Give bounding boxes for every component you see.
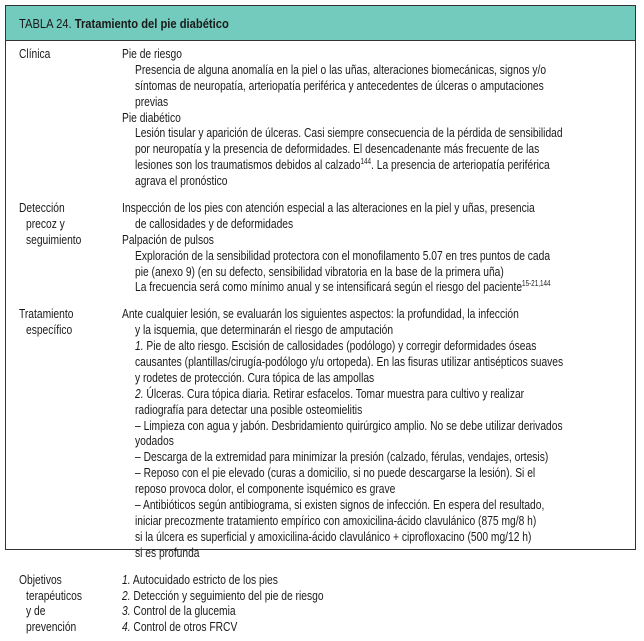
row-label-line	[19, 232, 96, 248]
text: de callosidades y de deformidades	[135, 215, 294, 231]
text: causantes (plantillas/cirugía-podólogo y/u ortopeda). En las fisuras utilizar antisépticos suaves	[135, 354, 564, 370]
row-label-line	[19, 603, 97, 619]
text: Presencia de alguna anomalía en la piel o las uñas, alteraciones biomecánicas, signos y/o	[135, 61, 547, 77]
sub-item-line	[122, 465, 635, 481]
row-label	[19, 572, 97, 636]
line-text	[135, 264, 504, 280]
text: – Descarga de la extremidad para minimizar la presión (calzado, férulas, vendajes, ortesis)	[135, 449, 549, 465]
line-text	[122, 110, 181, 126]
text: iniciar precozmente tratamiento empírico con amoxicilina-ácido clavulánico (875 mg/8 h)	[135, 512, 537, 528]
diabetic-foot-table	[5, 5, 636, 635]
item-number: 1.	[135, 338, 144, 354]
text: Palpación de pulsos	[122, 231, 214, 247]
row-label-line	[19, 216, 96, 232]
text: Control de la glucemia	[130, 603, 236, 619]
label-text: Objetivos	[19, 571, 62, 587]
line-text	[122, 306, 519, 322]
item-line	[122, 603, 635, 619]
label-text: Tratamiento	[19, 306, 74, 322]
table-row	[6, 567, 635, 641]
label-text: Clínica	[19, 46, 51, 61]
line-text	[135, 545, 200, 561]
text: por neuropatía y la presencia de deformidades. El desencadenante más frecuente de las	[135, 141, 540, 157]
item-line	[122, 588, 635, 604]
text: Pie de alto riesgo. Escisión de callosidades (podólogo) y corregir deformidades óseas	[143, 338, 537, 354]
text: Control de otros FRCV	[130, 619, 238, 635]
line-text	[135, 433, 174, 449]
item-line	[122, 200, 635, 216]
line-text	[135, 354, 563, 370]
row-content	[122, 200, 635, 295]
sub-item-line	[122, 248, 635, 264]
item-line	[122, 46, 635, 62]
table-number: TABLA 24.	[19, 15, 72, 31]
text: radiografía para detectar una posible osteomielitis	[135, 401, 363, 417]
text: previas	[135, 93, 169, 109]
table-body	[6, 41, 635, 641]
table-row	[6, 301, 635, 566]
text: – Antibióticos según antibiograma, si existen signos de infección. En espera del resultado,	[135, 497, 545, 513]
line-text	[122, 232, 214, 248]
line-text	[135, 402, 362, 418]
text: lesiones son los traumatismos debidos al calzado	[135, 157, 361, 173]
line-text	[122, 619, 237, 635]
sub-item-line	[122, 125, 635, 141]
text: La frecuencia será como mínimo anual y se intensificará según el riesgo del paciente	[135, 279, 523, 295]
sub-item-line	[122, 386, 635, 402]
sub-item-line	[122, 481, 635, 497]
line-text	[122, 572, 278, 588]
label-text: específico	[26, 322, 73, 338]
text: si es profunda	[135, 544, 200, 560]
sub-item-line	[122, 338, 635, 354]
item-line	[122, 306, 635, 322]
item-line	[122, 572, 635, 588]
item-number: 2.	[135, 385, 144, 401]
line-text	[135, 157, 550, 173]
reference-superscript: 15-21,144	[522, 279, 551, 289]
row-label-line	[19, 572, 97, 588]
item-number: 2.	[122, 587, 131, 603]
text: Exploración de la sensibilidad protectora con el monofilamento 5.07 en tres puntos de cada	[135, 247, 551, 263]
text-continuation: . La presencia de arteriopatía periférica	[371, 157, 550, 173]
sub-item-line	[122, 370, 635, 386]
row-content	[122, 572, 635, 636]
sub-item-line	[122, 354, 635, 370]
line-text	[135, 216, 293, 232]
line-text	[135, 322, 393, 338]
sub-item-line	[122, 433, 635, 449]
row-label-line	[19, 306, 88, 322]
text: Ante cualquier lesión, se evaluarán los siguientes aspectos: la profundidad, la infección	[122, 306, 519, 322]
sub-item-line	[122, 94, 635, 110]
item-line	[122, 232, 635, 248]
sub-item-line	[122, 449, 635, 465]
row-label-line	[19, 619, 97, 635]
row-label-line	[19, 46, 59, 62]
line-text	[135, 513, 536, 529]
text: Inspección de los pies con atención especial a las alteraciones en la piel y uñas, presencia	[122, 200, 535, 216]
text: reposo provoca dolor, el componente isquémico es grave	[135, 481, 396, 497]
row-label-line	[19, 200, 96, 216]
reference-superscript: 144	[360, 157, 372, 167]
sub-item-line	[122, 322, 635, 338]
table-header	[6, 6, 635, 41]
sub-item-line	[122, 173, 635, 189]
sub-item-line	[122, 141, 635, 157]
text: yodados	[135, 433, 174, 449]
sub-item-line	[122, 529, 635, 545]
sub-item-line	[122, 157, 635, 173]
label-text: terapéuticos	[26, 587, 82, 603]
row-content	[122, 306, 635, 560]
text: síntomas de neuropatía, arteriopatía periférica y antecedentes de úlceras o amputaciones	[135, 77, 544, 93]
label-text: Detección	[19, 200, 65, 216]
text: Detección y seguimiento del pie de riesgo	[130, 587, 324, 603]
row-label-line	[19, 588, 97, 604]
label-text: precoz y	[26, 215, 65, 231]
text: – Limpieza con agua y jabón. Desbridamiento quirúrgico amplio. No se debe utilizar derivados	[135, 417, 563, 433]
text: Autocuidado estricto de los pies	[130, 571, 278, 587]
sub-item-line	[122, 78, 635, 94]
text: Lesión tisular y aparición de úlceras. Casi siempre consecuencia de la pérdida de sensibilidad	[135, 125, 563, 141]
sub-item-line	[122, 62, 635, 78]
table-row	[6, 41, 635, 195]
item-number: 3.	[122, 603, 131, 619]
sub-item-line	[122, 418, 635, 434]
line-text	[122, 588, 324, 604]
text: Úlceras. Cura tópica diaria. Retirar esfacelos. Tomar muestra para cultivo y realizar	[143, 385, 525, 401]
text: pie (anexo 9) (en su defecto, sensibilidad vibratoria en la base de la primera uña)	[135, 263, 504, 279]
row-label	[19, 200, 96, 248]
item-number: 4.	[122, 619, 131, 635]
sub-item-line	[122, 497, 635, 513]
line-text	[135, 78, 544, 94]
sub-item-line	[122, 545, 635, 561]
text: y rodetes de protección. Cura tópica de las ampollas	[135, 369, 375, 385]
label-text: prevención	[26, 619, 77, 635]
line-text	[135, 62, 546, 78]
line-text	[135, 386, 524, 402]
item-line	[122, 110, 635, 126]
line-text	[135, 141, 539, 157]
label-text: seguimiento	[26, 231, 82, 247]
line-text	[135, 125, 563, 141]
line-text	[135, 94, 168, 110]
row-label	[19, 46, 59, 62]
line-text	[135, 173, 227, 189]
line-text	[135, 497, 544, 513]
line-text	[135, 370, 374, 386]
sub-item-line	[122, 279, 635, 295]
item-line	[122, 619, 635, 635]
table-row	[6, 195, 635, 301]
text: y la isquemia, que determinarán el riesgo de amputación	[135, 322, 394, 338]
row-label-line	[19, 322, 88, 338]
line-text	[135, 418, 563, 434]
text: Pie de riesgo	[122, 46, 182, 61]
line-text	[122, 200, 535, 216]
line-text	[122, 603, 236, 619]
text: agrava el pronóstico	[135, 173, 228, 189]
sub-item-line	[122, 513, 635, 529]
line-text	[122, 46, 182, 62]
row-content	[122, 46, 635, 189]
line-text	[135, 449, 548, 465]
sub-item-line	[122, 402, 635, 418]
item-number: 1.	[122, 571, 131, 587]
sub-item-line	[122, 264, 635, 280]
line-text	[135, 338, 536, 354]
line-text	[135, 279, 551, 295]
text: Pie diabético	[122, 109, 181, 125]
line-text	[135, 481, 395, 497]
line-text	[135, 465, 535, 481]
row-label	[19, 306, 88, 338]
label-text: y de	[26, 603, 46, 619]
line-text	[135, 248, 550, 264]
table-title: Tratamiento del pie diabético	[74, 15, 229, 31]
text: si la úlcera es superficial y amoxicilina-ácido clavulánico + ciprofloxacino (500 mg/12 h)	[135, 528, 532, 544]
sub-item-line	[122, 216, 635, 232]
text: – Reposo con el pie elevado (curas a domicilio, si no puede descargarse la lesión). Si el	[135, 465, 536, 481]
line-text	[135, 529, 531, 545]
